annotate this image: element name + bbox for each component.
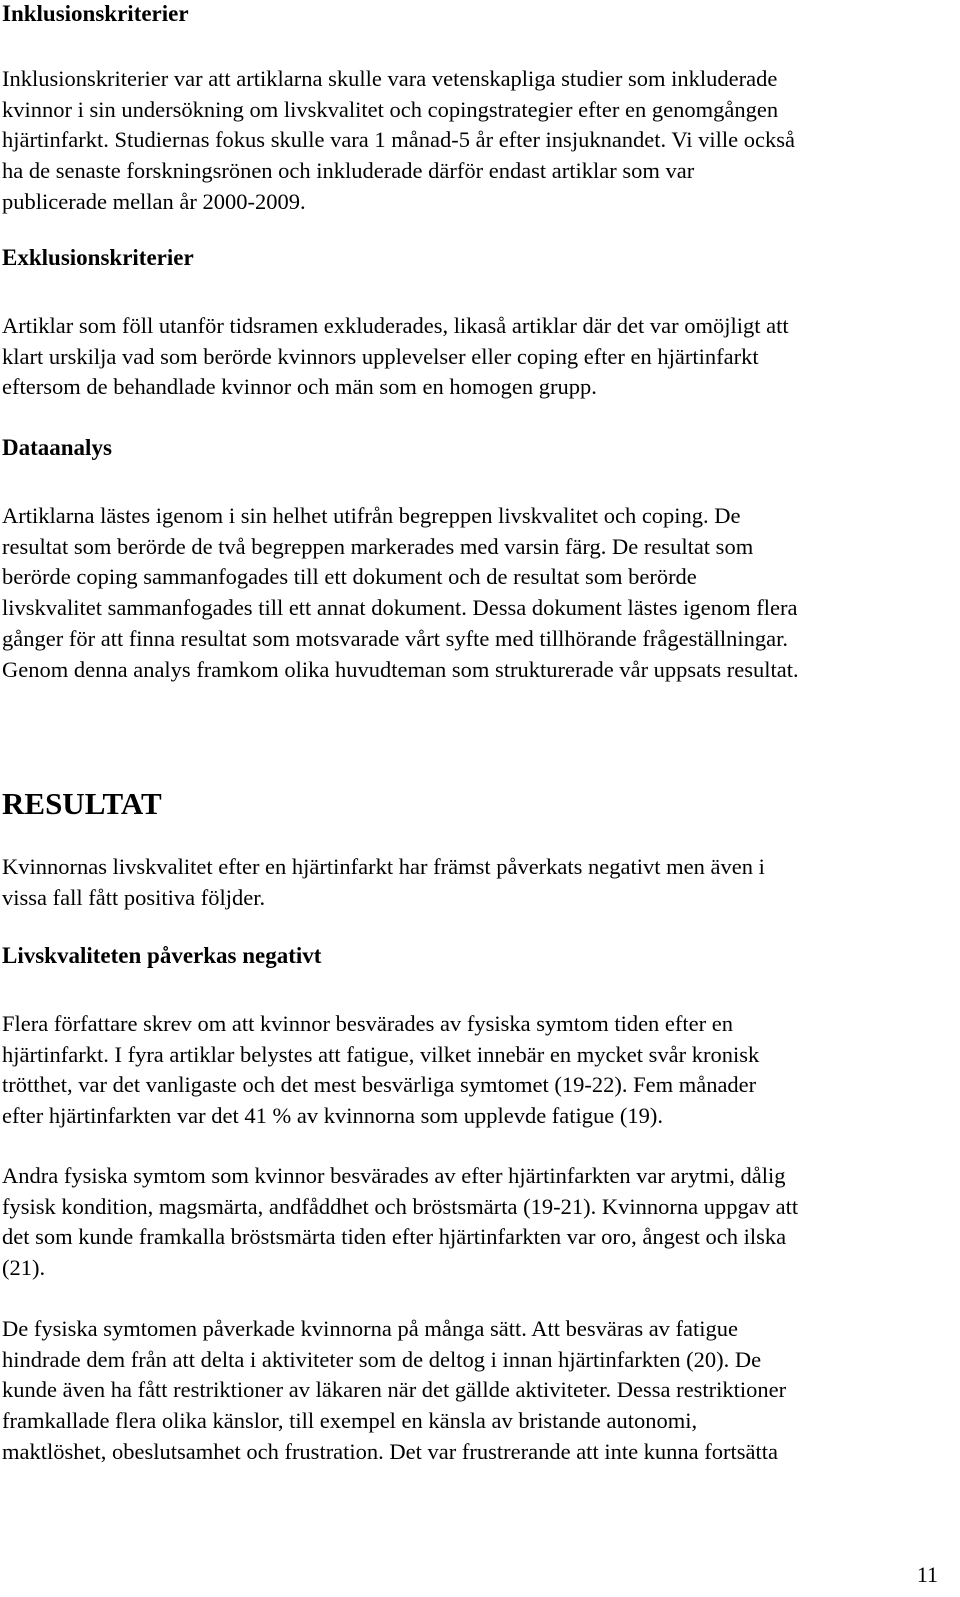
paragraph-inklusion: Inklusionskriterier var att artiklarna skulle vara vetenskapliga studier som inkluderade kvinnor i sin undersökning om livskvalitet och copingstrategier efter en genomgången hjärtinfarkt. Studiernas fokus skulle vara 1 månad-5 år efter insjuknandet. Vi ville också ha de senaste forskningsrönen och inkluderade därför endast artiklar som var publicerade mellan år 2000-2009. xyxy=(2,66,796,214)
page-number: 11 xyxy=(916,1562,938,1587)
paragraph-fysiska-symtom: Flera författare skrev om att kvinnor besvärades av fysiska symtom tiden efter en hjärtinfarkt. I fyra artiklar belystes att fatigue, vilket innebär en mycket svår kronisk trötthet, var det vanligaste och det mest besvärliga symtomet (19-22). Fem månader efter hjärtinfarkten var det 41 % av kvinnorna som upplevde fatigue (19). xyxy=(2,1011,760,1129)
paragraph-exklusion: Artiklar som föll utanför tidsramen exkluderades, likaså artiklar där det var omöjligt att klart urskilja vad som berörde kvinnors upplevelser eller coping efter en hjärtinfarkt eftersom de behandlade kvinnor och män som en homogen grupp. xyxy=(2,313,789,400)
heading-exklusionskriterier: Exklusionskriterier xyxy=(2,245,194,270)
paragraph-dataanalys: Artiklarna lästes igenom i sin helhet utifrån begreppen livskvalitet och coping. De resultat som berörde de två begreppen markerades med varsin färg. De resultat som berörde coping sammanfogades till ett dokument och de resultat som berörde livskvalitet sammanfogades till ett annat dokument. Dessa dokument lästes igenom flera gånger för att finna resultat som motsvarade vårt syfte med tillhörande frågeställningar. Genom denna analys framkom olika huvudteman som strukturerade vår uppsats resultat. xyxy=(2,503,799,682)
paragraph-resultat-intro: Kvinnornas livskvalitet efter en hjärtinfarkt har främst påverkats negativt men även i vissa fall fått positiva följder. xyxy=(2,854,765,910)
paragraph-andra-symtom: Andra fysiska symtom som kvinnor besvärades av efter hjärtinfarkten var arytmi, dålig fysisk kondition, magsmärta, andfåddhet och bröstsmärta (19-21). Kvinnorna uppgav att det som kunde framkalla bröstsmärta tiden efter hjärtinfarkten var oro, ångest och ilska (21). xyxy=(2,1163,799,1281)
paragraph-paverkan: De fysiska symtomen påverkade kvinnorna på många sätt. Att besväras av fatigue hindrade dem från att delta i aktiviteter som de deltog i innan hjärtinfarkten (20). De kunde även ha fått restriktioner av läkaren när det gällde aktiviteter. Dessa restriktioner framkallade flera olika känslor, till exempel en känsla av bristande autonomi, maktlöshet, obeslutsamhet och frustration. Det var frustrerande att inte kunna fortsätta xyxy=(2,1316,787,1464)
heading-dataanalys: Dataanalys xyxy=(2,435,112,460)
heading-inklusionskriterier: Inklusionskriterier xyxy=(2,1,189,26)
heading-resultat: RESULTAT xyxy=(2,786,162,821)
subheading-livskvalitet-negativt: Livskvaliteten påverkas negativt xyxy=(2,943,322,968)
